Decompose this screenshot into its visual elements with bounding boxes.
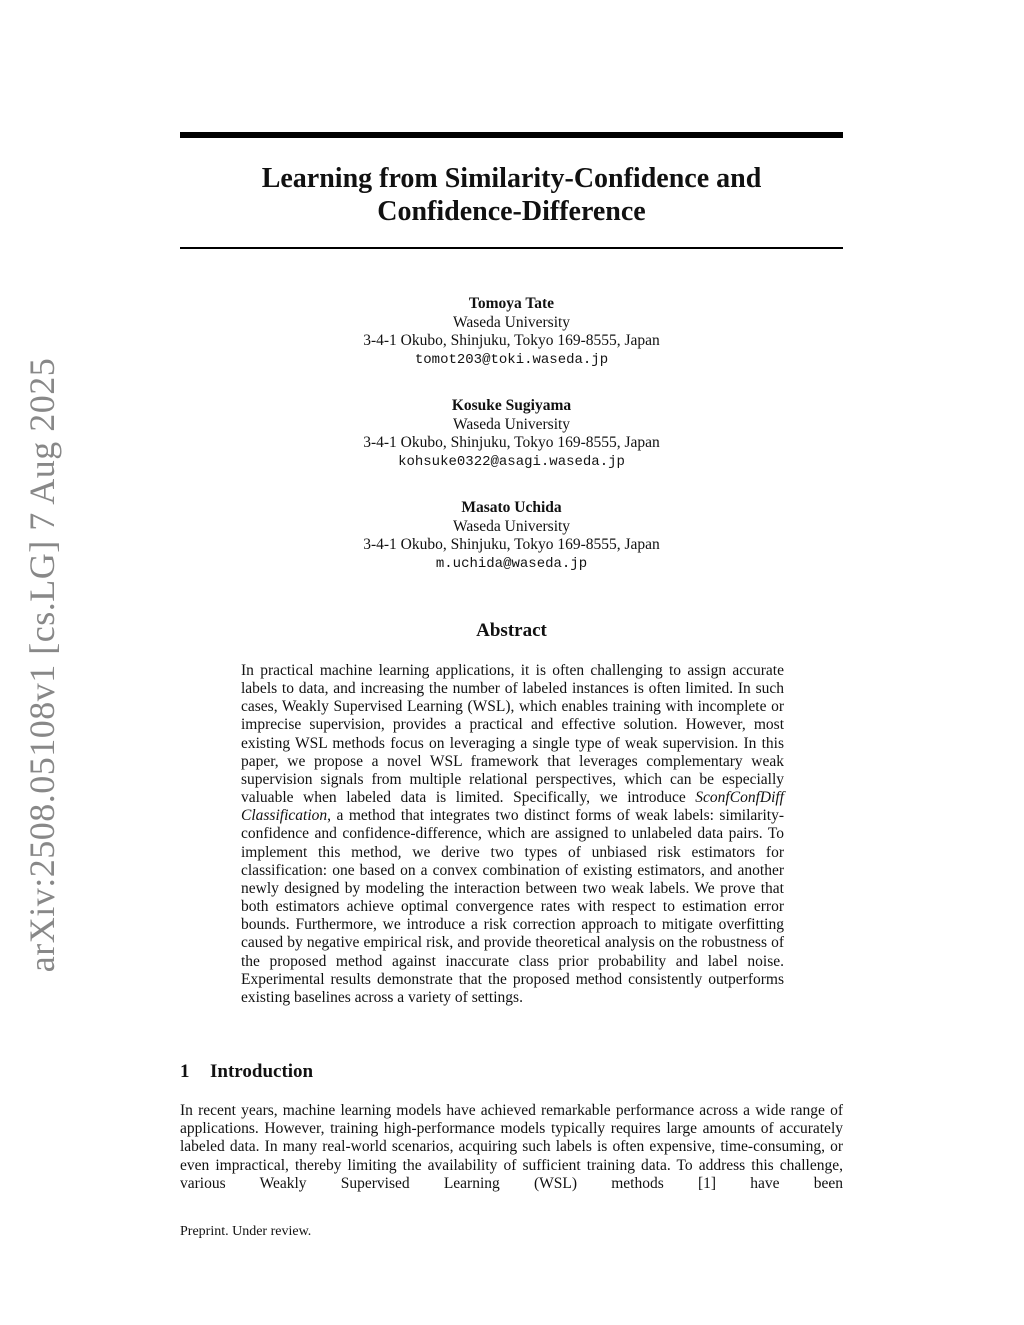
author-affiliation: Waseda University <box>452 517 571 535</box>
author-block-3 <box>180 499 843 573</box>
section-heading-introduction <box>180 1061 313 1083</box>
title-line-2: Confidence-Difference <box>377 196 646 227</box>
author-name: Tomoya Tate <box>468 295 555 312</box>
arxiv-identifier: arXiv:2508.05108v1 [cs.LG] 7 Aug 2025 <box>22 357 62 973</box>
author-affiliation: Waseda University <box>452 415 571 433</box>
abstract-text-after: , a method that integrates two distinct forms of weak labels: similarity-confidence and confidence-difference, which are assigned to unlabeled data pairs. To implement this method, we derive two types of unbiased risk estimators for classification: one based on a convex combination of existing estimators, and another newly designed by modeling the interaction between two weak labels. We prove that both estimators achieve optimal convergence rates with respect to estimation error bounds. Furthermore, we introduce a risk correction approach to mitigate overfitting caused by negative empirical risk, and provide theoretical analysis on the robustness of the proposed method against inaccurate class prior probability and label noise. Experimental results demonstrate that the proposed method consistently outperforms existing baselines across a variety of settings. <box>241 807 784 1006</box>
title-top-rule <box>180 132 843 138</box>
abstract-heading: Abstract <box>476 620 547 641</box>
author-email[interactable]: m.uchida@waseda.jp <box>435 555 588 572</box>
author-name: Masato Uchida <box>461 499 562 516</box>
paper-title <box>180 162 843 228</box>
author-address: 3-4-1 Okubo, Shinjuku, Tokyo 169-8555, Japan <box>363 536 660 553</box>
author-affiliation: Waseda University <box>452 313 571 331</box>
introduction-paragraph: In recent years, machine learning models have achieved remarkable performance across a wide range of applications. However, training high-performance models typically requires large amounts of accurately labeled data. In many real-world scenarios, acquiring such labels is often expensive, time-consuming, or even impractical, thereby limiting the availability of sufficient training data. To address this challenge, various Weakly Supervised Learning (WSL) methods [1] have been <box>180 1102 843 1192</box>
title-line-1: Learning from Similarity-Confidence and <box>261 163 762 194</box>
author-address: 3-4-1 Okubo, Shinjuku, Tokyo 169-8555, Japan <box>363 434 660 451</box>
title-bottom-rule <box>180 247 843 249</box>
author-block-2 <box>180 397 843 471</box>
author-email[interactable]: kohsuke0322@asagi.waseda.jp <box>398 453 625 470</box>
author-address: 3-4-1 Okubo, Shinjuku, Tokyo 169-8555, Japan <box>363 332 660 349</box>
section-title: Introduction <box>210 1061 314 1082</box>
author-email[interactable]: tomot203@toki.waseda.jp <box>414 351 609 368</box>
abstract-text-before: In practical machine learning applications, it is often challenging to assign accurate labels to data, and increasing the number of labeled instances is often limited. In such cases, Weakly Supervised Learning (WSL), which enables training with incomplete or imprecise supervision, provides a practical and effective solution. However, most existing WSL methods focus on leveraging a single type of weak supervision. In this paper, we propose a novel WSL framework that leverages complementary weak supervision signals from multiple relational perspectives, which can be especially valuable when labeled data is limited. Specifically, we introduce <box>241 662 784 807</box>
author-block-1 <box>180 295 843 369</box>
footer-note: Preprint. Under review. <box>180 1224 312 1239</box>
abstract-body <box>241 662 784 1007</box>
author-name: Kosuke Sugiyama <box>451 397 572 414</box>
section-number: 1 <box>180 1061 190 1082</box>
abstract-method-name: SconfConfDiff Classification <box>241 789 784 825</box>
